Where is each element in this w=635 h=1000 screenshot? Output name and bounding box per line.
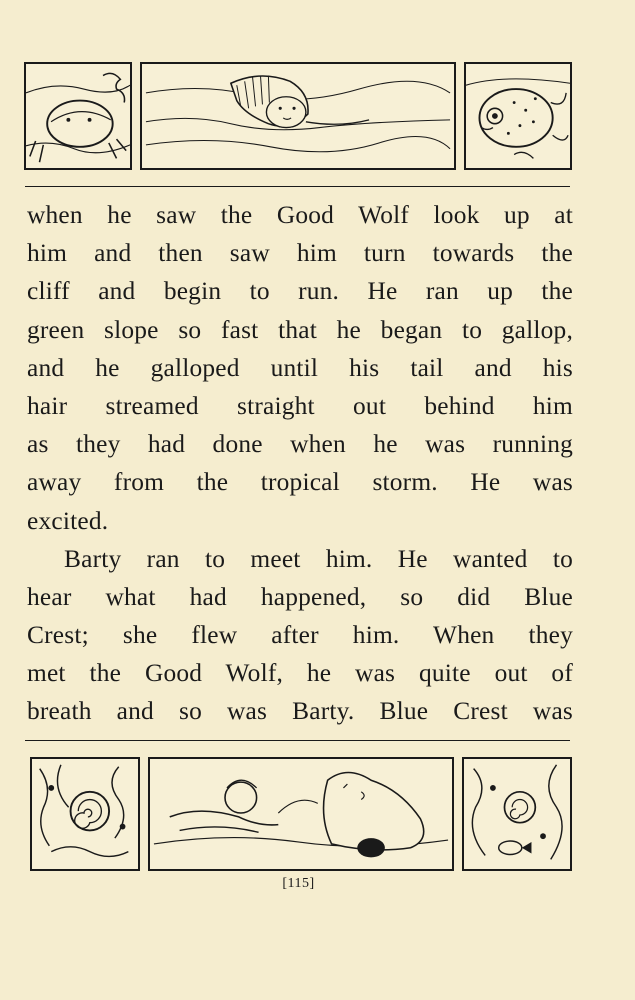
body-text [27,196,573,731]
top-illustration-strip [24,62,572,170]
text-line: hair streamed straight out behind him [27,391,573,420]
text-line: Barty ran to meet him. He wanted to [64,544,573,573]
text-line: him and then saw him turn towards the [27,239,573,268]
text-line: as they had done when he was running [27,430,573,459]
text-line: when he saw the Good Wolf look up at [27,201,573,229]
text-line: met the Good Wolf, he was quite out of [27,659,573,688]
text-line: cliff and begin to run. He ran up the [27,277,573,306]
top-divider [25,186,570,187]
text-line: hear what had happened, so did Blue [27,582,573,611]
text-line: Crest; she flew after him. When they [27,621,573,650]
text-line: excited. [27,506,109,535]
bottom-illustration-strip [24,757,572,871]
seashell-seaweed-icon [30,757,140,871]
text-line: breath and so was Barty. Blue Crest was [27,697,573,726]
pufferfish-icon [464,62,572,170]
seaweed-fish-icon [462,757,572,871]
page-number: [115] [282,876,315,891]
text-line: away from the tropical storm. He was [27,468,573,497]
text-line: green slope so fast that he began to gallop, [27,315,573,344]
swimming-child-icon [140,62,456,170]
text-line: and he galloped until his tail and his [27,353,573,382]
bottom-divider [25,740,570,741]
child-lying-with-wolf-icon [148,757,454,871]
crab-vignette-icon [24,62,132,170]
